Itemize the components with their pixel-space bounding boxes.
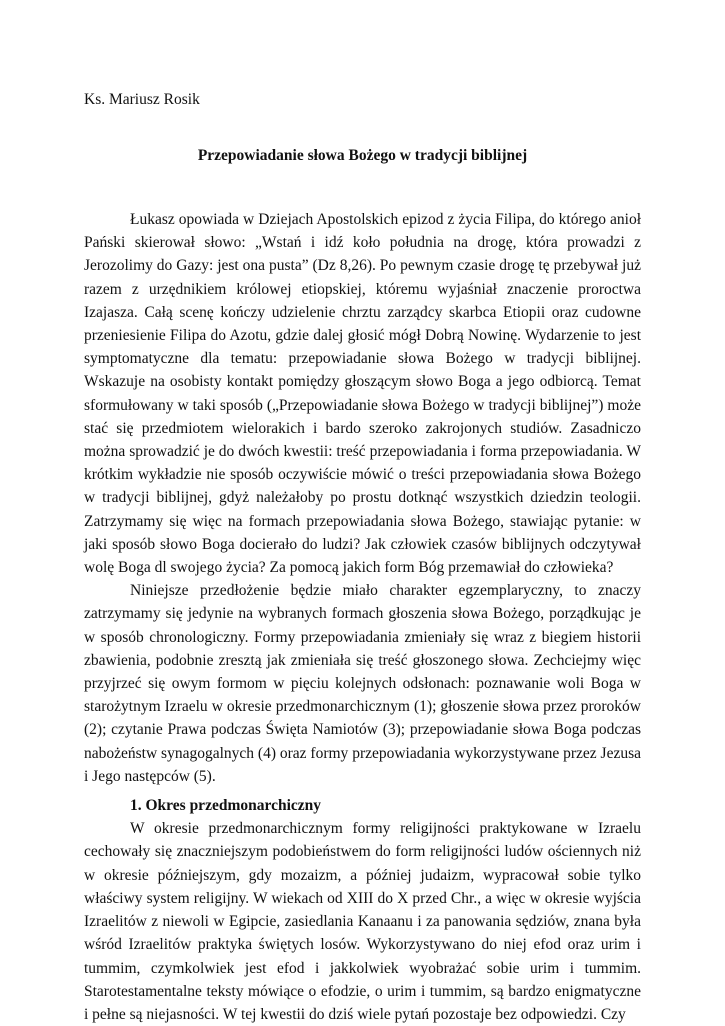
author-name: Ks. Mariusz Rosik	[84, 91, 200, 108]
document-title: Przepowiadanie słowa Bożego w tradycji biblijnej	[197, 147, 528, 164]
outline-paragraph: Niniejsze przedłożenie będzie miało charakter egzemplaryczny, to znaczy zatrzymamy się jedynie na wybranych formach głoszenia słowa Bożego, porządkując je w sposób chronologiczny. Formy przepowiadania zmieniały się wraz z biegiem historii zbawienia, podobnie zresztą jak zmieniała się treść głoszonego słowa. Zechciejmy więc przyjrzeć się owym formom w pięciu kolejnych odsłonach: poznawanie woli Boga w starożytnym Izraelu w okresie przedmonarchicznym (1); głoszenie słowa przez proroków (2); czytanie Prawa podczas Święta Namiotów (3); przepowiadanie słowa Boga podczas nabożeństw synagogalnych (4) oraz formy przepowiadania wykorzystywane przez Jezusa i Jego następców (5).	[84, 582, 641, 785]
section-paragraph: W okresie przedmonarchicznym formy religijności praktykowane w Izraelu cechowały się znaczniejszym podobieństwem do form religijności ludów ościennych niż w okresie późniejszym, gdy mozaizm, a później judaizm, wypracował sobie tylko właściwy system religijny. W wiekach od XIII do X przed Chr., a więc w okresie wyjścia Izraelitów z niewoli w Egipcie, zasiedlania Kanaanu i za panowania sędziów, znana była wśród Izraelitów praktyka świętych losów. Wykorzystywano do niej efod oraz urim i tummim, czymkolwiek jest efod i jakkolwiek wyobrażać sobie urim i tummim. Starotestamentalne teksty mówiące o efodzie, o urim i tummim, są bardzo enigmatyczne i pełne są niejasności. W tej kwestii do dziś wiele pytań pozostaje bez odpowiedzi. Czy	[84, 820, 641, 1023]
section-heading: 1. Okres przedmonarchiczny	[130, 797, 322, 815]
document-body	[84, 208, 641, 1026]
intro-paragraph: Łukasz opowiada w Dziejach Apostolskich epizod z życia Filipa, do którego anioł Pański skierował słowo: „Wstań i idź koło południa na drogę, która prowadzi z Jerozolimy do Gazy: jest ona pusta” (Dz 8,26). Po pewnym czasie drogę tę przebywał już razem z urzędnikiem królowej etiopskiej, któremu wyjaśniał znaczenie proroctwa Izajasza. Całą scenę kończy udzielenie chrztu zarządcy skarbca Etiopii oraz cudowne przeniesienie Filipa do Azotu, gdzie dalej głosić mógł Dobrą Nowinę. Wydarzenie to jest symptomatyczne dla tematu: przepowiadanie słowa Bożego w tradycji biblijnej. Wskazuje na osobisty kontakt pomiędzy głoszącym słowo Boga a jego odbiorcą. Temat sformułowany w taki sposób („Przepowiadanie słowa Bożego w tradycji biblijnej”) może stać się przedmiotem wielorakich i bardo szeroko zakrojonych studiów. Zasadniczo można sprowadzić je do dwóch kwestii: treść przepowiadania i forma przepowiadania. W krótkim wykładzie nie sposób oczywiście mówić o treści przepowiadania słowa Bożego w tradycji biblijnej, gdyż należałoby po prostu dotknąć wszystkich dziedzin teologii. Zatrzymamy się więc na formach przepowiadania słowa Bożego, stawiając pytanie: w jaki sposób słowo Boga docierało do ludzi? Jak człowiek czasów biblijnych odczytywał wolę Boga dl swojego życia? Za pomocą jakich form Bóg przemawiał do człowieka?	[84, 211, 641, 577]
